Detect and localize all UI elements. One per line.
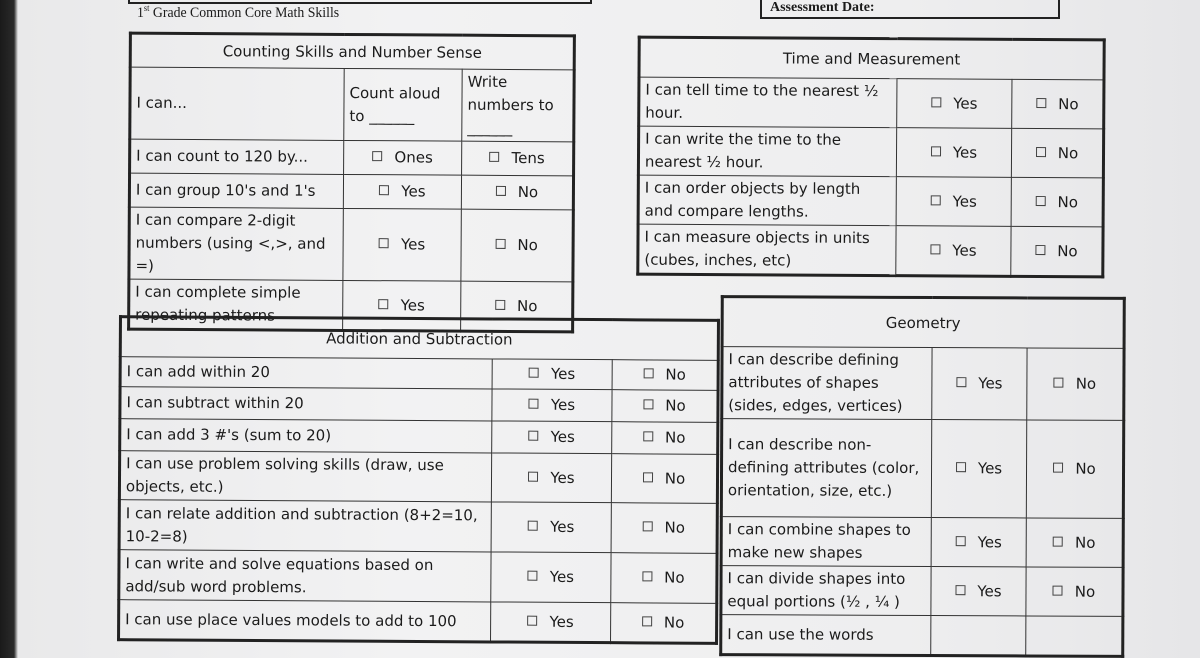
checkbox-option[interactable] [461, 175, 573, 210]
option-label: Yes [977, 459, 1003, 478]
option-label: Yes [550, 427, 575, 446]
checkbox-option[interactable] [612, 422, 718, 455]
skill-text: I can complete simple repeating patterns [129, 279, 343, 330]
skill-text: I can add within 20 [120, 357, 492, 389]
assessment-date-label: Assessment Date: [770, 0, 875, 15]
option-label: Yes [550, 468, 575, 487]
checkbox-icon[interactable] [956, 377, 966, 387]
option-label: Yes [952, 143, 978, 162]
skill-row [120, 419, 718, 455]
option-label: No [665, 396, 686, 415]
skill-text: I can describe non-defining attributes (color, orientation, size, etc.) [721, 419, 931, 518]
checkbox-option[interactable] [896, 226, 1011, 277]
skill-row [120, 387, 718, 423]
checkbox-icon[interactable] [528, 521, 538, 531]
checkbox-icon[interactable] [495, 239, 505, 249]
skill-text: I can tell time to the nearest ½ hour. [639, 77, 897, 128]
option-label: Yes [549, 567, 575, 586]
skill-row [119, 550, 717, 604]
skill-text: I can order objects by length and compare lengths. [638, 175, 896, 226]
option-label: No [664, 568, 685, 587]
checkbox-option[interactable] [461, 209, 573, 282]
checkbox-icon[interactable] [528, 471, 538, 481]
checkbox-icon[interactable] [643, 399, 653, 409]
checkbox-icon[interactable] [1053, 585, 1063, 595]
option-label: Ones [394, 148, 433, 167]
checkbox-icon[interactable] [643, 368, 653, 378]
checkbox-icon[interactable] [955, 585, 965, 595]
checkbox-icon[interactable] [643, 472, 653, 482]
column-header: Count aloud to ______ [344, 68, 462, 141]
table-title: Counting Skills and Number Sense [130, 33, 574, 70]
option-label: Yes [550, 517, 575, 536]
option-label: Yes [550, 395, 576, 414]
table-title: Geometry [722, 297, 1124, 349]
skill-text: I can use the words [721, 615, 931, 656]
skill-text: I can divide shapes into equal portions (½ , ¼ ) [721, 566, 931, 616]
checkbox-option[interactable] [343, 208, 461, 281]
checkbox-option[interactable] [462, 141, 574, 176]
counting-skills-table [127, 32, 576, 334]
checkbox-option[interactable] [931, 616, 1026, 656]
skill-row [721, 517, 1123, 568]
checkbox-icon[interactable] [1054, 378, 1064, 388]
skill-text: I can add 3 #'s (sum to 20) [120, 419, 492, 453]
checkbox-option[interactable] [611, 454, 717, 504]
skill-row [119, 451, 717, 504]
option-label: No [1057, 143, 1079, 162]
checkbox-icon[interactable] [956, 536, 966, 546]
skill-row [130, 139, 574, 176]
checkbox-icon[interactable] [643, 431, 653, 441]
checkbox-icon[interactable] [379, 299, 389, 309]
checkbox-option[interactable] [611, 553, 717, 604]
skill-text: I can write the time to the nearest ½ hour. [638, 126, 896, 177]
checkbox-icon[interactable] [642, 616, 652, 626]
checkbox-icon[interactable] [1036, 147, 1046, 157]
checkbox-icon[interactable] [931, 97, 941, 107]
checkbox-option[interactable] [611, 503, 717, 554]
skill-row [638, 224, 1103, 277]
skill-text: I can compare 2-digit numbers (using <,>, and =) [129, 207, 343, 280]
checkbox-option[interactable] [932, 348, 1027, 420]
checkbox-option[interactable] [1026, 420, 1123, 518]
option-label: No [665, 365, 686, 384]
checkbox-icon[interactable] [528, 615, 538, 625]
option-label: Yes [549, 612, 574, 631]
checkbox-option[interactable] [931, 518, 1026, 567]
skill-row [119, 600, 717, 644]
checkbox-icon[interactable] [956, 462, 966, 472]
skill-text: I can combine shapes to make new shapes [721, 517, 931, 567]
checkbox-option[interactable] [1011, 128, 1103, 178]
option-label: No [1075, 374, 1097, 393]
checkbox-icon[interactable] [1053, 463, 1063, 473]
checkbox-option[interactable] [491, 502, 611, 553]
checkbox-icon[interactable] [930, 244, 940, 254]
skill-text: I can group 10's and 1's [129, 173, 343, 208]
skill-row [721, 615, 1123, 657]
column-header: Write numbers to ______ [462, 69, 574, 142]
skill-row [129, 173, 573, 210]
checkbox-option[interactable] [1027, 348, 1124, 420]
checkbox-icon[interactable] [931, 146, 941, 156]
table-title: Time and Measurement [639, 37, 1104, 80]
skill-text: I can use problem solving skills (draw, use objects, etc.) [119, 451, 491, 502]
checkbox-option[interactable] [612, 390, 718, 423]
option-label: Yes [977, 581, 1002, 600]
checkbox-icon[interactable] [931, 195, 941, 205]
option-label: Yes [400, 235, 426, 254]
checkbox-icon[interactable] [495, 299, 505, 309]
checkbox-icon[interactable] [528, 571, 538, 581]
option-label: Tens [511, 148, 545, 168]
table-title: Addition and Subtraction [120, 317, 718, 361]
checkbox-option[interactable] [343, 174, 461, 209]
skill-row [722, 347, 1124, 421]
checkbox-option[interactable] [896, 177, 1011, 227]
skill-text: I can use place values models to add to 100 [119, 600, 491, 642]
skill-text: I can describe defining attributes of shapes (sides, edges, vertices) [722, 347, 932, 420]
skill-row [119, 500, 717, 554]
checkbox-option[interactable] [1026, 567, 1123, 616]
checkbox-icon[interactable] [1036, 196, 1046, 206]
option-label: Yes [953, 94, 978, 113]
checkbox-option[interactable] [896, 128, 1011, 178]
option-label: Yes [952, 240, 977, 260]
skill-row [638, 175, 1103, 227]
option-label: No [1074, 533, 1096, 552]
option-label: No [1074, 582, 1096, 601]
checkbox-option[interactable] [344, 140, 462, 175]
option-label: Yes [978, 374, 1003, 393]
skill-text: I can relate addition and subtraction (8+2=10, 10-2=8) [119, 500, 491, 552]
checkbox-icon[interactable] [379, 185, 389, 195]
checkbox-option[interactable] [1026, 518, 1123, 567]
skill-row [638, 126, 1103, 178]
checkbox-icon[interactable] [642, 521, 652, 531]
checkbox-option[interactable] [491, 602, 611, 643]
skill-row [129, 207, 573, 282]
option-label: No [517, 183, 539, 202]
checkbox-icon[interactable] [1035, 245, 1045, 255]
skill-text: I can measure objects in units (cubes, inches, etc) [638, 224, 896, 276]
checkbox-option[interactable] [1011, 177, 1103, 227]
checkbox-option[interactable] [492, 421, 612, 454]
option-label: No [665, 428, 686, 447]
option-label: No [664, 518, 685, 537]
skill-row [721, 566, 1123, 617]
option-label: Yes [400, 295, 425, 314]
option-label: Yes [952, 191, 977, 211]
checkbox-icon[interactable] [490, 152, 500, 162]
checkbox-icon[interactable] [529, 431, 539, 441]
checkbox-option[interactable] [931, 420, 1026, 518]
option-label: No [1057, 192, 1079, 211]
skill-row [721, 419, 1123, 519]
option-label: No [663, 613, 685, 632]
checkbox-option[interactable] [612, 360, 718, 391]
checkbox-option[interactable] [491, 453, 611, 503]
checkbox-option[interactable] [897, 79, 1012, 129]
option-label: No [516, 296, 538, 315]
checkbox-icon[interactable] [372, 151, 382, 161]
skill-text: I can count to 120 by... [130, 139, 344, 174]
geometry-table [719, 295, 1126, 658]
skill-row [639, 77, 1104, 129]
checkbox-icon[interactable] [1036, 98, 1046, 108]
option-label: Yes [401, 182, 426, 201]
checkbox-option[interactable] [1026, 616, 1123, 656]
skill-text: I can write and solve equations based on add/sub word problems. [119, 550, 491, 602]
checkbox-option[interactable] [492, 359, 612, 390]
checkbox-option[interactable] [611, 603, 717, 644]
checkbox-icon[interactable] [529, 399, 539, 409]
column-header: I can... [130, 67, 344, 140]
checkbox-option[interactable] [492, 389, 612, 422]
checkbox-option[interactable] [491, 552, 611, 603]
option-label: Yes [977, 532, 1002, 551]
checkbox-option[interactable] [931, 567, 1026, 616]
time-measurement-table [636, 36, 1105, 279]
addition-subtraction-table [117, 315, 720, 645]
checkbox-icon[interactable] [1053, 536, 1063, 546]
checkbox-icon[interactable] [642, 571, 652, 581]
option-label: Yes [550, 364, 576, 383]
option-label: No [517, 236, 538, 255]
option-label: No [1075, 459, 1096, 478]
checkbox-icon[interactable] [529, 368, 539, 378]
option-label: No [1058, 94, 1079, 113]
checkbox-icon[interactable] [496, 186, 506, 196]
option-label: No [1057, 241, 1078, 260]
document-title: 1st Grade Common Core Math Skills [137, 3, 340, 21]
checkbox-icon[interactable] [379, 238, 389, 248]
checkbox-option[interactable] [1012, 79, 1104, 129]
skill-text: I can subtract within 20 [120, 387, 492, 421]
checkbox-option[interactable] [1011, 226, 1103, 277]
skill-row [120, 357, 718, 391]
option-label: No [664, 469, 686, 488]
